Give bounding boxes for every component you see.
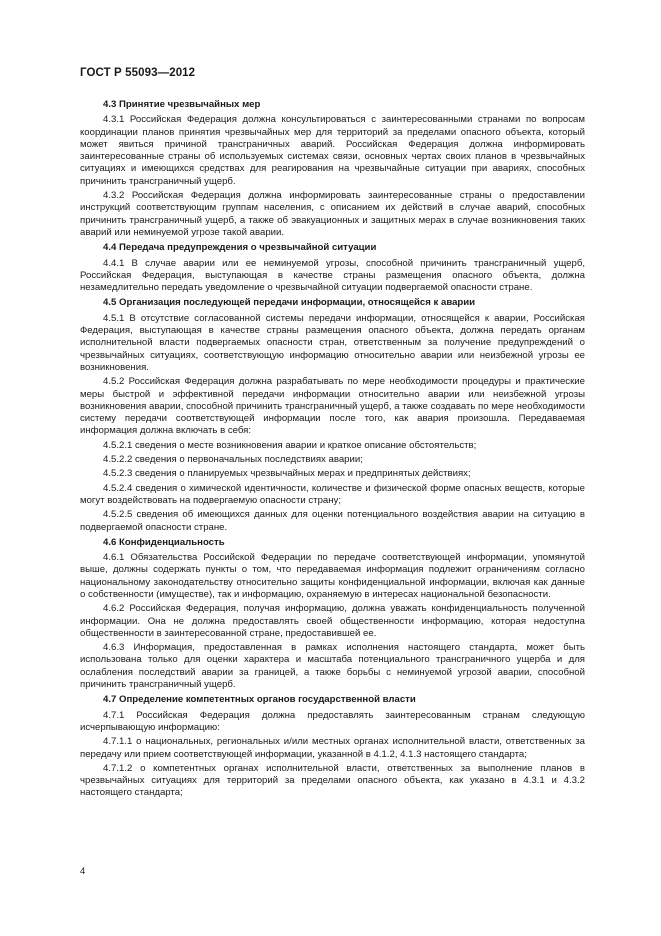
paragraph-4-5-1: 4.5.1 В отсутствие согласованной системы передачи информации, относящейся к аварии, Российская Федерация, выступающая в качестве страны размещения опасного объекта, должна передать органам исполнительной власти подвергаемых опасности стран, ответственным за получение предупреждений о чрезвычайных ситуациях, соответствующую информацию относительно аварии или неизбежной угрозы ее возникновения. <box>80 312 585 373</box>
paragraph-4-3-1: 4.3.1 Российская Федерация должна консультироваться с заинтересованными странами по вопросам координации планов принятия чрезвычайных мер для территорий за пределами опасного объекта, который может явиться причиной трансграничных аварий. Российская Федерация должна информировать заинтересованные страны об используемых системах связи, основных чертах своих планов в чрезвычайных ситуациях и имеющихся средствах для реагирования на чрезвычайные ситуации при авариях, способных причинить трансграничный ущерб. <box>80 114 585 187</box>
section-heading-4-5: 4.5 Организация последующей передачи информации, относящейся к аварии <box>103 297 476 309</box>
document-body <box>80 96 585 802</box>
paragraph-4-7-1-2: 4.7.1.2 о компетентных органах исполнительной власти, ответственных за выполнение планов в чрезвычайных ситуациях для территорий за пределами опасного объекта, как указано в 4.3.1 и 4.3.2 настоящего стандарта; <box>80 762 585 799</box>
paragraph-4-5-2-4: 4.5.2.4 сведения о химической идентичности, количестве и физической форме опасных веществ, которые могут воздействовать на подвергаемую опасности страну; <box>80 482 585 506</box>
paragraph-4-7-1: 4.7.1 Российская Федерация должна предоставлять заинтересованным странам следующую исчерпывающую информацию: <box>80 709 585 733</box>
paragraph-4-7-1-1: 4.7.1.1 о национальных, региональных и/или местных органах исполнительной власти, ответственных за передачу или прием соответствующей информации, указанной в 4.1.2, 4.1.3 настоящего стандарта; <box>80 736 585 760</box>
paragraph-4-6-2: 4.6.2 Российская Федерация, получая информацию, должна уважать конфиденциальность полученной информации. Она не должна предоставлять своей общественности информацию, которая недоступна общественности в заинтересованной стране, предоставившей ее. <box>80 603 585 639</box>
paragraph-4-4-1: 4.4.1 В случае аварии или ее неминуемой угрозы, способной причинить трансграничный ущерб, Российская Федерация, выступающая в качестве страны размещения опасного объекта, должна незамедлительно передать уведомление о чрезвычайной ситуации подвергаемой опасности стране. <box>80 257 585 294</box>
standard-header: ГОСТ Р 55093—2012 <box>80 67 196 79</box>
paragraph-4-5-2: 4.5.2 Российская Федерация должна разрабатывать по мере необходимости процедуры и практические меры быстрой и эффективной передачи информации относительно аварии или неизбежной угрозы возникновения аварии, способной причинить трансграничный ущерб, а также создавать по мере необходимости систему передачи соответствующей информации после того, как авария произошла. Передаваемая информация должна включать в себя: <box>80 376 585 437</box>
section-heading-4-3: 4.3 Принятие чрезвычайных мер <box>103 99 261 110</box>
paragraph-4-5-2-3: 4.5.2.3 сведения о планируемых чрезвычайных мерах и предпринятых действиях; <box>103 468 471 480</box>
paragraph-4-5-2-2: 4.5.2.2 сведения о первоначальных последствиях аварии; <box>103 454 363 466</box>
page-number: 4 <box>80 866 86 877</box>
paragraph-4-3-2: 4.3.2 Российская Федерация должна информировать заинтересованные страны о предоставлении инструкций соответствующим группам населения, с описанием их действий в случае аварий, способных причинить трансграничный ущерб, а также об эвакуационных и защитных мерах в случае возникновения таких аварий или неминуемой угрозе такой аварии. <box>80 190 585 238</box>
section-heading-4-6: 4.6 Конфиденциальность <box>103 536 225 548</box>
section-heading-4-4: 4.4 Передача предупреждения о чрезвычайной ситуации <box>103 242 377 254</box>
paragraph-4-6-1: 4.6.1 Обязательства Российской Федерации по передаче соответствующей информации, упомянутой выше, должны содержать пункты о том, что передаваемая информация подлежит ограничениям согласно национальному законодательству относительно защиты конфиденциальной информации, включая как данные о собственности (имуществе), так и информацию, охраняемую в интересах национальной безопасности. <box>80 552 585 600</box>
paragraph-4-6-3: 4.6.3 Информация, предоставленная в рамках исполнения настоящего стандарта, может быть использована только для оценки характера и масштаба потенциального трансграничного ущерба и для ослабления последствий аварии за границей, а также борьбы с неминуемой угрозой аварии, способной причинить трансграничный ущерб. <box>80 642 585 691</box>
paragraph-4-5-2-5: 4.5.2.5 сведения об имеющихся данных для оценки потенциального воздействия аварии на ситуацию в подвергаемой опасности стране. <box>80 509 585 533</box>
section-heading-4-7: 4.7 Определение компетентных органов государственной власти <box>103 694 416 706</box>
paragraph-4-5-2-1: 4.5.2.1 сведения о месте возникновения аварии и краткое описание обстоятельств; <box>103 439 477 451</box>
